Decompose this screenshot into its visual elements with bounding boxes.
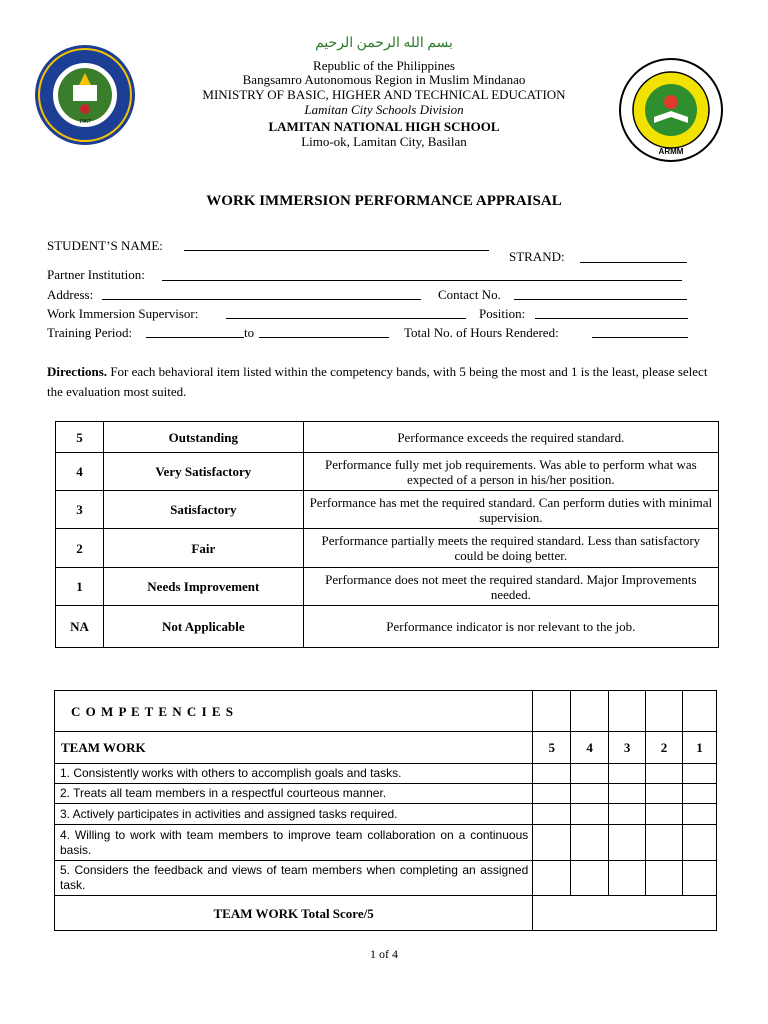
total-label: TEAM WORK Total Score/5	[55, 896, 533, 931]
contact-label: Contact No.	[438, 287, 501, 302]
position-field[interactable]	[535, 318, 688, 319]
region-line: Bangsamro Autonomous Region in Muslim Mindanao	[242, 72, 526, 87]
directions	[47, 362, 717, 402]
rating-scale-row	[56, 453, 719, 491]
rating-score: 3	[56, 491, 104, 529]
rating-score: 5	[56, 422, 104, 453]
section-row	[55, 732, 717, 764]
strand-label: STRAND:	[509, 249, 565, 264]
training-to-label: to	[244, 325, 255, 340]
rating-checkbox[interactable]	[609, 861, 646, 896]
rating-description: Performance has met the required standard. Can perform duties with minimal supervision.	[303, 491, 718, 529]
competency-item-row	[55, 784, 717, 804]
directions-label: Directions.	[47, 364, 108, 379]
score-cell[interactable]	[533, 691, 571, 732]
rating-scale-row	[56, 568, 719, 606]
rating-score: 1	[56, 568, 104, 606]
rating-checkbox[interactable]	[646, 825, 683, 861]
position-label: Position:	[479, 306, 526, 321]
rating-name: Very Satisfactory	[103, 453, 303, 491]
supervisor-field[interactable]	[226, 318, 466, 319]
rating-checkbox[interactable]	[609, 825, 646, 861]
rating-checkbox[interactable]	[571, 764, 609, 784]
rating-checkbox[interactable]	[683, 861, 717, 896]
section-title: TEAM WORK	[55, 732, 533, 764]
rating-checkbox[interactable]	[609, 784, 646, 804]
competency-item: 3. Actively participates in activities and assigned tasks required.	[55, 804, 533, 825]
competency-item-row	[55, 764, 717, 784]
rating-checkbox[interactable]	[533, 861, 571, 896]
school-seal-year: 1967	[79, 119, 91, 125]
total-score-field[interactable]	[533, 896, 717, 931]
rating-score: NA	[56, 606, 104, 648]
competency-item-row	[55, 804, 717, 825]
rating-checkbox[interactable]	[683, 784, 717, 804]
student-name-label: STUDENT’S NAME:	[47, 238, 163, 253]
rating-checkbox[interactable]	[683, 825, 717, 861]
rating-name: Satisfactory	[103, 491, 303, 529]
form-title: WORK IMMERSION PERFORMANCE APPRAISAL	[206, 193, 562, 209]
rating-name: Not Applicable	[103, 606, 303, 648]
score-cell[interactable]	[571, 691, 609, 732]
hours-field[interactable]	[592, 337, 688, 338]
rating-checkbox[interactable]	[533, 804, 571, 825]
score-cell[interactable]	[646, 691, 683, 732]
rating-name: Outstanding	[103, 422, 303, 453]
strand-field[interactable]	[580, 262, 687, 263]
school-name: LAMITAN NATIONAL HIGH SCHOOL	[268, 119, 500, 134]
partner-label: Partner Institution:	[47, 267, 145, 282]
score-header: 2	[646, 732, 683, 764]
rating-checkbox[interactable]	[646, 804, 683, 825]
rating-checkbox[interactable]	[533, 764, 571, 784]
score-header: 4	[571, 732, 609, 764]
rating-checkbox[interactable]	[609, 764, 646, 784]
rating-scale-row	[56, 606, 719, 648]
contact-field[interactable]	[514, 299, 687, 300]
partner-field[interactable]	[162, 280, 682, 281]
rating-checkbox[interactable]	[571, 784, 609, 804]
address-field[interactable]	[102, 299, 421, 300]
score-header: 1	[683, 732, 717, 764]
rating-checkbox[interactable]	[646, 764, 683, 784]
rating-checkbox[interactable]	[571, 804, 609, 825]
rating-checkbox[interactable]	[533, 784, 571, 804]
competencies-heading-row	[55, 691, 717, 732]
competencies-table	[54, 690, 717, 931]
training-from-field[interactable]	[146, 337, 244, 338]
rating-checkbox[interactable]	[609, 804, 646, 825]
rating-checkbox[interactable]	[533, 825, 571, 861]
republic-line: Republic of the Philippines	[313, 58, 455, 73]
rating-description: Performance exceeds the required standard.	[303, 422, 718, 453]
student-name-field[interactable]	[184, 250, 489, 251]
rating-checkbox[interactable]	[683, 804, 717, 825]
rating-scale-table	[55, 421, 719, 648]
score-header: 3	[609, 732, 646, 764]
competency-item: 1. Consistently works with others to accomplish goals and tasks.	[55, 764, 533, 784]
competency-item: 4. Willing to work with team members to improve team collaboration on a continuous basis.	[55, 825, 533, 861]
score-header: 5	[533, 732, 571, 764]
arabic-basmala: بسم الله الرحمن الرحيم	[315, 36, 453, 51]
rating-name: Needs Improvement	[103, 568, 303, 606]
total-row	[55, 896, 717, 931]
competency-item: 2. Treats all team members in a respectful courteous manner.	[55, 784, 533, 804]
rating-checkbox[interactable]	[646, 861, 683, 896]
supervisor-label: Work Immersion Supervisor:	[47, 306, 199, 321]
rating-description: Performance indicator is nor relevant to the job.	[303, 606, 718, 648]
rating-description: Performance partially meets the required standard. Less than satisfactory could be doing better.	[303, 529, 718, 568]
score-cell[interactable]	[683, 691, 717, 732]
rating-checkbox[interactable]	[571, 825, 609, 861]
competency-item: 5. Considers the feedback and views of team members when completing an assigned task.	[55, 861, 533, 896]
rating-score: 2	[56, 529, 104, 568]
rating-checkbox[interactable]	[646, 784, 683, 804]
competencies-heading: C O M P E T E N C I E S	[55, 691, 533, 732]
training-to-field[interactable]	[259, 337, 389, 338]
hours-label: Total No. of Hours Rendered:	[404, 325, 559, 340]
deped-seal-bottom: ARMM	[658, 147, 684, 156]
ministry-line: MINISTRY OF BASIC, HIGHER AND TECHNICAL EDUCATION	[202, 87, 566, 102]
rating-scale-row	[56, 422, 719, 453]
school-address: Limo-ok, Lamitan City, Basilan	[301, 134, 467, 149]
rating-description: Performance does not meet the required standard. Major Improvements needed.	[303, 568, 718, 606]
rating-checkbox[interactable]	[683, 764, 717, 784]
directions-text: For each behavioral item listed within the competency bands, with 5 being the most and 1 is the least, please select the evaluation most suited.	[47, 364, 708, 399]
competency-item-row	[55, 861, 717, 896]
address-label: Address:	[47, 287, 94, 302]
page-number: 1 of 4	[370, 947, 398, 961]
rating-scale-row	[56, 491, 719, 529]
training-label: Training Period:	[47, 325, 133, 340]
rating-checkbox[interactable]	[571, 861, 609, 896]
rating-scale-row	[56, 529, 719, 568]
rating-name: Fair	[103, 529, 303, 568]
rating-score: 4	[56, 453, 104, 491]
division-line: Lamitan City Schools Division	[304, 102, 464, 117]
score-cell[interactable]	[609, 691, 646, 732]
competency-item-row	[55, 825, 717, 861]
rating-description: Performance fully met job requirements. Was able to perform what was expected of a person in his/her position.	[303, 453, 718, 491]
